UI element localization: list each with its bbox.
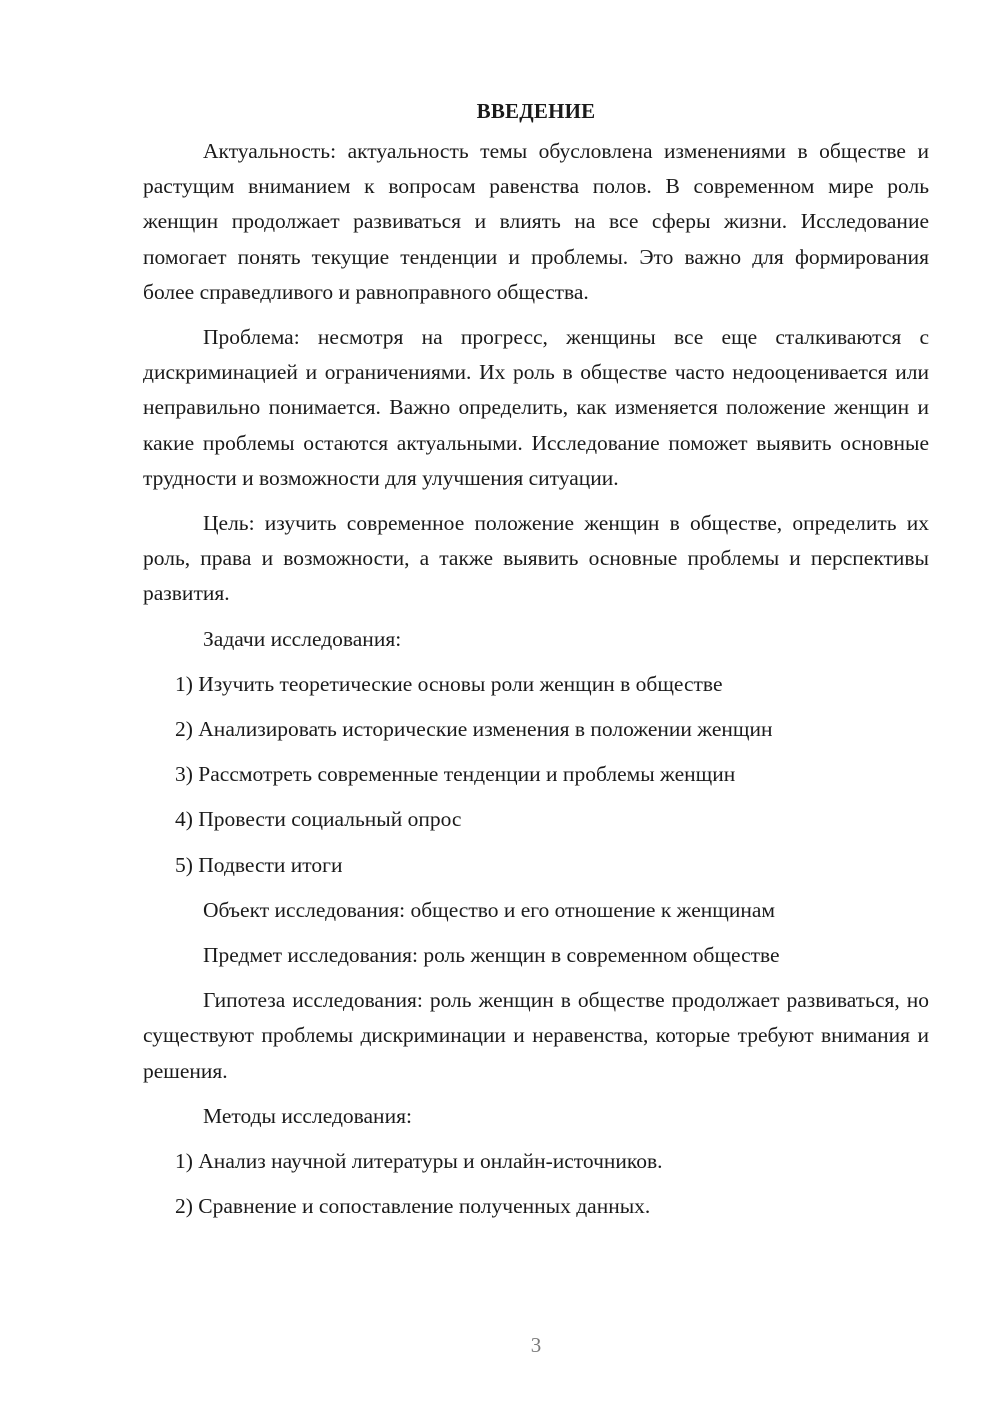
subject-line: Предмет исследования: роль женщин в современном обществе xyxy=(203,943,780,968)
tasks-heading: Задачи исследования: xyxy=(203,626,402,651)
list-item: 3) Рассмотреть современные тенденции и проблемы женщин xyxy=(175,762,736,787)
list-item: 1) Анализ научной литературы и онлайн-источников. xyxy=(175,1149,663,1174)
page-number: 3 xyxy=(530,1333,542,1357)
methods-list xyxy=(143,1144,929,1224)
list-item: 2) Сравнение и сопоставление полученных данных. xyxy=(175,1194,651,1219)
list-item: 2) Анализировать исторические изменения в положении женщин xyxy=(175,717,773,742)
list-item: 1) Изучить теоретические основы роли женщин в обществе xyxy=(175,671,723,696)
list-item: 4) Провести социальный опрос xyxy=(175,807,462,832)
tasks-list xyxy=(143,667,929,883)
relevance-paragraph: Актуальность: актуальность темы обусловлена изменениями в обществе и растущим вниманием к вопросам равенства полов. В современном мире роль женщин продолжает развиваться и влиять на все сферы жизни. Исследование помогает понять текущие тенденции и проблемы. Это важно для формирования более справедливого и равноправного общества. xyxy=(143,139,929,304)
methods-heading: Методы исследования: xyxy=(203,1103,412,1128)
problem-paragraph: Проблема: несмотря на прогресс, женщины все еще сталкиваются с дискриминацией и ограничениями. Их роль в обществе часто недооценивается или неправильно понимается. Важно определить, как изменяется положение женщин и какие проблемы остаются актуальными. Исследование поможет выявить основные трудности и возможности для улучшения ситуации. xyxy=(143,325,929,490)
object-line: Объект исследования: общество и его отношение к женщинам xyxy=(203,897,775,922)
goal-paragraph: Цель: изучить современное положение женщин в обществе, определить их роль, права и возможности, а также выявить основные проблемы и перспективы развития. xyxy=(143,511,929,606)
list-item: 5) Подвести итоги xyxy=(175,852,343,877)
hypothesis-paragraph: Гипотеза исследования: роль женщин в обществе продолжает развиваться, но существуют проблемы дискриминации и неравенства, которые требуют внимания и решения. xyxy=(143,988,929,1083)
document-page xyxy=(143,96,929,1224)
page-title: ВВЕДЕНИЕ xyxy=(476,99,596,123)
